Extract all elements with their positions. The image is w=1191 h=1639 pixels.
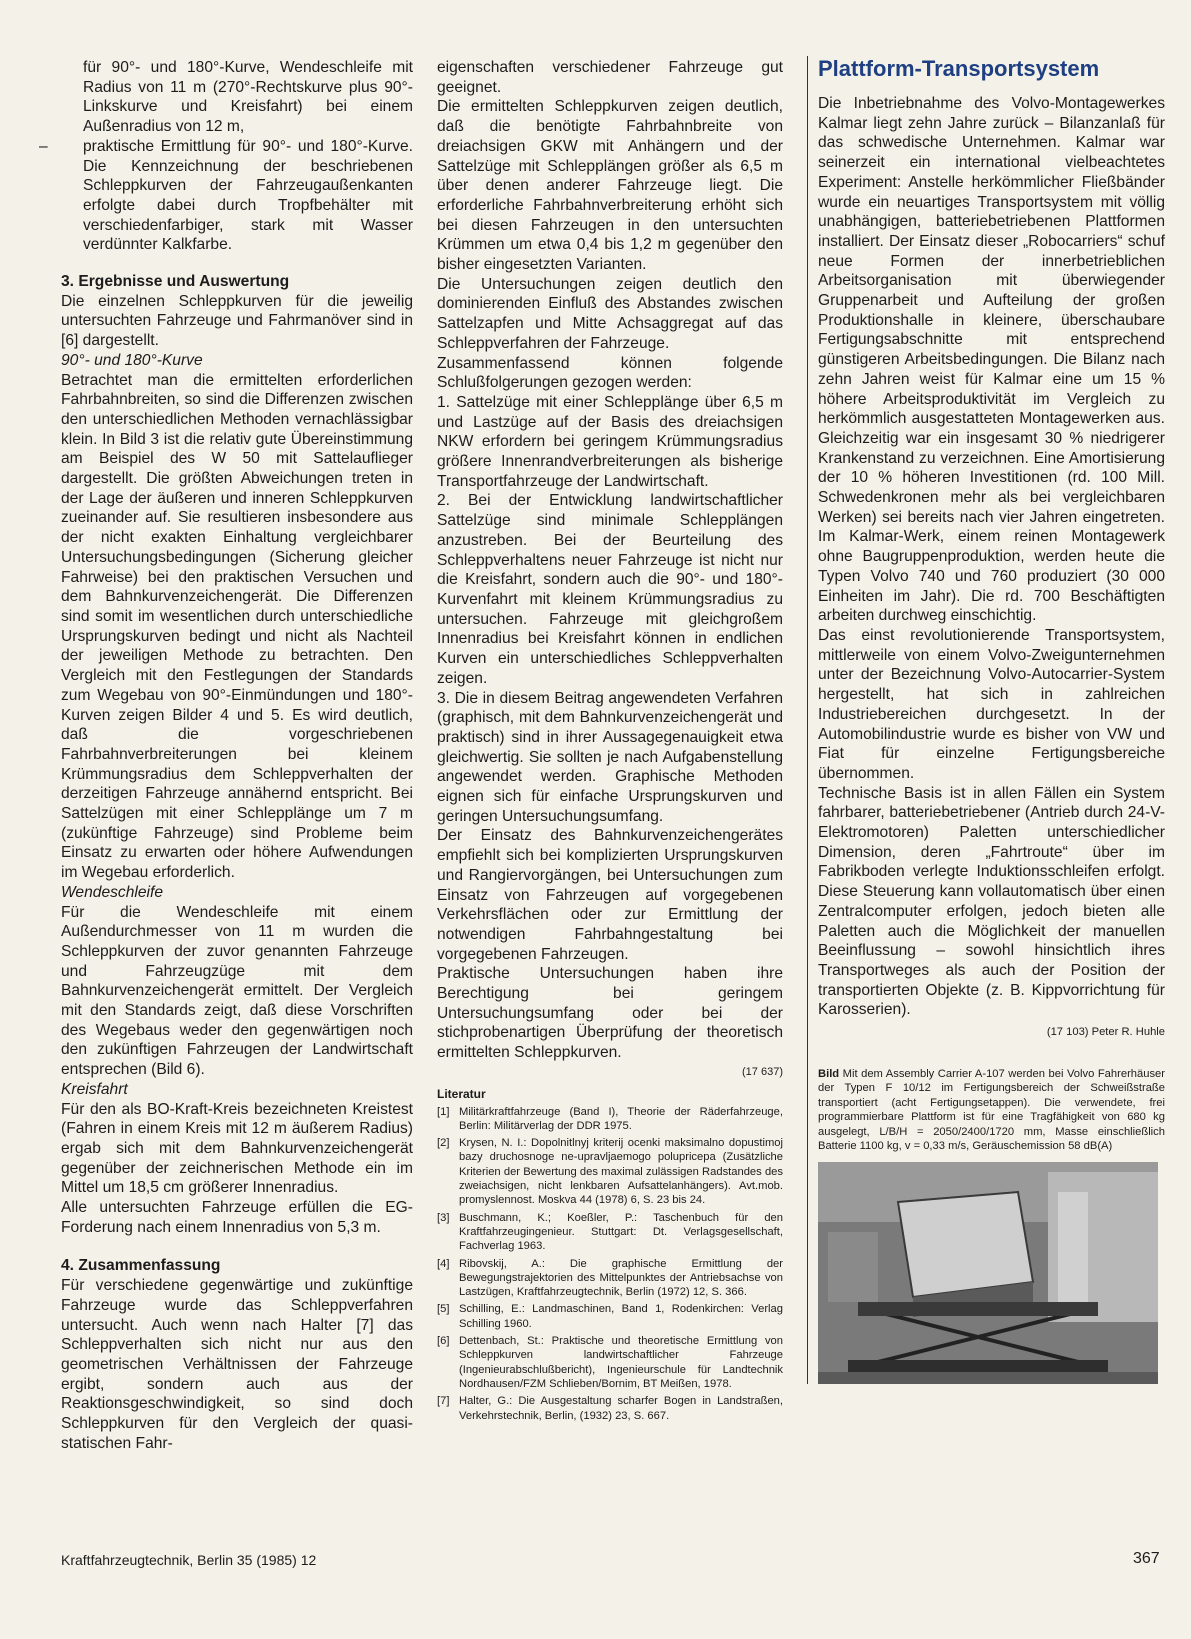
section-heading: 4. Zusammenfassung	[61, 1257, 221, 1275]
paragraph: Für den als BO-Kraft-Kreis bezeichneten Kreistest (Fahren in einem Kreis mit 12 m äußerem Radius) ergab sich mit dem Bahnkurvenzeichengerät gegenüber der zeichnerischen Methode ein im Mittel um 18,5 cm größerer Innenradius.	[61, 1100, 413, 1197]
paragraph: Die Untersuchungen zeigen deutlich den dominierenden Einfluß des Abstandes zwischen Sattelzapfen und Mitte Achsaggregat auf das Schleppverfahren der Fahrzeuge.	[437, 275, 783, 352]
paragraph: Für verschiedene gegenwärtige und zukünftige Fahrzeuge wurde das Schleppverfahren untersucht. Auch wenn nach Halter [7] das Schleppverhalten sich nicht nur aus den geometrischen Verhältnissen der Fahrzeuge ergibt, sondern auch aus der Reaktionsgeschwindigkeit, so sind doch Schleppkurven für den Vergleich der quasi-statischen Fahr-	[61, 1277, 413, 1452]
reference-item: [4] Ribovskij, A.: Die graphische Ermittlung der Bewegungstrajektorien des Mittelpunktes der Antriebsachse von Lastzügen, Kraftfahrzeugtechnik, Berlin (1972) 12, S. 366.	[437, 1257, 783, 1299]
paragraph: Für die Wendeschleife mit einem Außendurchmesser von 11 m wurden die Schleppkurven der zuvor genannten Fahrzeuge und Fahrzeugzüge mit dem Bahnkurvenzeichengerät ermittelt. Der Vergleich mit den Standards zeigt, daß diese Vorschriften des Wegebaus weder den gegenwärtigen noch den zukünftigen Fahrzeugen der Landwirtschaft entsprechen (Bild 6).	[61, 903, 413, 1079]
box-body	[810, 94, 1165, 1043]
method-list	[61, 58, 413, 255]
paragraph: Der Einsatz des Bahnkurvenzeichengerätes empfiehlt sich bei komplizierten Ursprungskurven und Rangiervorgängen, bei Untersuchungen zum Einsatz von Fahrzeugen auf vorgegebenen Verkehrsflächen oder zur Ermittlung der notwendigen Fahrbahngestaltung bei vorgegebenen Fahrzeugen.	[437, 827, 783, 963]
conclusion-item: 1. Sattelzüge mit einer Schlepplänge über 6,5 m und Lastzüge auf der Basis des dreiachsigen NKW erfordern bei geringem Krümmungsradius größere Innenrandverbreiterungen als bisherige Transportfahrzeuge der Landwirtschaft.	[437, 393, 783, 490]
section-heading: 3. Ergebnisse und Auswertung	[61, 273, 290, 291]
reference-item: [2] Krysen, N. I.: Dopolnitlnyj kriterij ocenki maksimalno dopustimoj bazy druchosnoge ne-upravljaemogo polupricepa (Zusätzliche Kriterien der Bewertung des maximal zulässigen Radstandes des zweiachsigen, nicht lenkbaren Aufsattelanhängers). Avt.mob. promyslennost. Moskva 44 (1978) 6, S. 23 bis 24.	[437, 1137, 783, 1207]
conclusion-item: 2. Bei der Entwicklung landwirtschaftlicher Sattelzüge sind minimale Schlepplängen anzustreben. Bei der Beurteilung des Schleppverhaltens neuer Fahrzeuge ist nicht nur die Kreisfahrt, sondern auch die 90°- und 180°-Kurvenfahrt mit kleinem Krümmungsradius zu untersuchen. Fahrzeuge mit gleichgroßem Innenradius bei Kreisfahrt können in endlichen Kurven ein unterschiedliches Schleppverhalten zeigen.	[437, 492, 783, 687]
factory-photo	[818, 1162, 1158, 1384]
paragraph: Die ermittelten Schleppkurven zeigen deutlich, daß die benötigte Fahrbahnbreite von dreiachsigen GKW mit Anhängern und der Sattelzüge mit Schlepplängen größer als 6,5 m über denen anderer Fahrzeuge liegt. Die erforderliche Fahrbahnverbreiterung erhöht sich bei diesen Fahrzeugen in den untersuchten Krümmen um etwa 0,4 bis 1,2 m gegenüber den bisher eingesetzten Varianten.	[437, 98, 783, 274]
paragraph: Praktische Untersuchungen haben ihre Berechtigung bei geringem Untersuchungsumfang oder bei der stichprobenartigen Überprüfung der theoretisch ermittelten Schleppkurven.	[437, 965, 783, 1062]
reference-item: [7] Halter, G.: Die Ausgestaltung scharfer Bogen in Landstraßen, Verkehrstechnik, Berlin, (1932) 23, S. 667.	[437, 1395, 783, 1422]
caption-label: Bild	[818, 1067, 840, 1080]
assembly-carrier-photo	[818, 1162, 1158, 1384]
paragraph: Das einst revolutionierende Transportsystem, mittlerweile von einem Volvo-Zweigunternehmen unter der Bezeichnung Volvo-Autocarrier-System hergestellt, hat sich in zahlreichen Industriebereichen durchgesetzt. In der Automobilindustrie wurde es bisher von VW und Fiat für einzelne Fertigungsbereiche übernommen.	[818, 626, 1165, 782]
paragraph: Betrachtet man die ermittelten erforderlichen Fahrbahnbreiten, so sind die Differenzen zwischen den unterschiedlichen Methoden vernachlässigbar klein. In Bild 3 ist die relativ gute Übereinstimmung am Beispiel des W 50 mit Sattelauflieger dargestellt. Die größten Abweichungen treten in der Lage der äußeren und inneren Schleppkurven zueinander auf. Sie resultieren insbesondere aus der nicht exakten Einhaltung vergleichbarer Untersuchungsbedingungen (Sicherung gleicher Fahrweise) bei den praktischen Versuchen und dem Bahnkurvenzeichengerät. Die Differenzen sind somit im wesentlichen durch unterschiedliche Ursprungskurven bedingt und nicht als Nachteil der jeweiligen Methode zu betrachten. Den Vergleich mit den Festlegungen der Standards zum Wegebau von 90°-Einmündungen und 180°-Kurven zeigen Bilder 4 und 5. Es wird deutlich, daß die vorgeschriebenen Fahrbahnverbreiterungen bei kleinem Krümmungsradius dem Schleppverhalten der derzeitigen Fahrzeuge annähernd entspricht. Bei Sattelzügen mit einer Schlepplänge um 7 m (zukünftige Fahrzeuge) sind Probleme beim Einsatz zu erwarten oder höhere Aufwendungen im Wegebau erforderlich.	[61, 371, 413, 882]
reference-list	[437, 1105, 783, 1423]
list-item: für 90°- und 180°-Kurve, Wendeschleife mit Radius von 11 m (270°-Rechtskurve plus 90°-Linkskurve und Kreisfahrt) bei einem Außenradius von 12 m,	[83, 59, 413, 136]
paragraph: eigenschaften verschiedener Fahrzeuge gut geeignet.	[437, 59, 783, 96]
list-item: – praktische Ermittlung für 90°- und 180°-Kurve. Die Kennzeichnung der beschriebenen Schleppkurven der Fahrzeugaußenkanten erfolgte dabei durch Tropfbehälter mit verschiedenfarbiger, stark mit Wasser verdünnter Kalkfarbe.	[61, 137, 413, 255]
subheading: 90°- und 180°-Kurve	[61, 351, 203, 369]
paragraph: Die einzelnen Schleppkurven für die jeweilig untersuchten Fahrzeuge und Fahrmanöver sind in [6] dargestellt.	[61, 292, 413, 350]
paragraph: Alle untersuchten Fahrzeuge erfüllen die EG-Forderung nach einem Innenradius von 5,3 m.	[61, 1199, 413, 1236]
paragraph: Die Inbetriebnahme des Volvo-Montagewerkes Kalmar liegt zehn Jahre zurück – Bilanzanlaß für das schwedische Unternehmen. Kalmar war seinerzeit ein international vielbeachtetes Experiment: Anstelle herkömmlicher Fließbänder wurde ein neuartiges Transportsystem mit völlig unabhängigen, batteriebetriebenen Plattformen installiert. Der Einsatz dieser „Robocarriers“ schuf neue Formen der innerbetrieblichen Arbeitsorganisation mit überwiegender Gruppenarbeit und Aufteilung der großen Produktionshalle in kleinere, überschaubare Fertigungsabschnitte mit entsprechend günstigeren Arbeitsbedingungen. Die Bilanz nach zehn Jahren weist für Kalmar eine um 15 % höhere Arbeitsproduktivität im Vergleich zu herkömmlich ausgestatteten Montagewerken aus. Gleichzeitig war ein insgesamt 30 % niedrigerer Krankenstand zu verzeichnen. Eine Amortisierung der 10 % höheren Investitionen (rd. 100 Mill. Schwedenkronen mehr als bei vergleichbaren Werken) sei bereits nach vier Jahren eingetreten. Im Kalmar-Werk, einem reinen Montagewerk ohne Baugruppenproduktion, werden heute die Typen Volvo 740 und 760 produziert (30 000 Einheiten im Jahr). Die rd. 700 Beschäftigten arbeiten durchweg einschichtig.	[818, 95, 1165, 625]
literature-heading: Literatur	[437, 1086, 486, 1101]
conclusion-item: 3. Die in diesem Beitrag angewendeten Verfahren (graphisch, mit dem Bahnkurvenzeichengerät und praktisch) sind in ihrer Aussagegenauigkeit etwa gleichwertig. Sie sollten je nach Aufgabenstellung angewendet werden. Graphische Methoden eignen sich für einfache Ursprungskurven und geringen Untersuchungsumfang.	[437, 689, 783, 825]
column-middle	[437, 58, 783, 1426]
reference-item: [3] Buschmann, K.; Koeßler, P.: Taschenbuch für den Kraftfahrzeugingenieur. Stuttgart: Dt. Verlagsgesellschaft, Fachverlag 1963.	[437, 1211, 783, 1253]
author-line: (17 103) Peter R. Huhle	[1046, 1026, 1165, 1039]
reference-item: [5] Schilling, E.: Landmaschinen, Band 1, Rodenkirchen: Verlag Schilling 1960.	[437, 1303, 783, 1330]
subheading: Wendeschleife	[61, 883, 163, 901]
page-number: 367	[1133, 1550, 1160, 1567]
box-title: Plattform-Transportsystem	[818, 56, 1100, 81]
photo-caption	[818, 1067, 1165, 1154]
caption-text: Mit dem Assembly Carrier A-107 werden bei Volvo Fahrerhäuser der Typen F 10/12 im Fertigungsbereich der Schweißstraße transportiert (acht Fertigungsetappen). Die verwendete, frei programmierbare Plattform ist für eine Tragfähigkeit von 680 kg ausgelegt, L/B/H = 2050/2400/1720 mm, Masse einschließlich Batterie 1100 kg, v = 0,33 m/s, Geräuschemission 58 dB(A)	[818, 1067, 1166, 1153]
reference-item: [1] Militärkraftfahrzeuge (Band I), Theorie der Räderfahrzeuge, Berlin: Militärverlag der DDR 1975.	[437, 1105, 783, 1132]
sidebar-box	[807, 56, 1165, 1384]
journal-footer: Kraftfahrzeugtechnik, Berlin 35 (1985) 12	[61, 1552, 317, 1568]
reference-item: [6] Dettenbach, St.: Praktische und theoretische Ermittlung von Schleppkurven landwirtschaftlicher Fahrzeuge (Ingenieurabschlußbericht), Ingenieurschule für Landtechnik Nordhausen/FZM Schlieben/Bornim, BT Meißen, 1978.	[437, 1335, 783, 1390]
paragraph: Zusammenfassend können folgende Schlußfolgerungen gezogen werden:	[437, 354, 783, 392]
subheading: Kreisfahrt	[61, 1080, 128, 1098]
paragraph: Technische Basis ist in allen Fällen ein System fahrbarer, batteriebetriebener (Antrieb durch 24-V-Elektromotoren) Paletten unterschiedlicher Dimension, deren „Fahrtroute“ über im Fabrikboden verlegte Induktionsschleifen erfolgt. Diese Steuerung kann vollautomatisch über einen Zentralcomputer erfolgen, jedoch bieten alle Paletten auch die Möglichkeit der manuellen Beeinflussung – sowohl hinsichtlich ihres Transportweges als auch der Position der transportierten Objekte (z. B. Kippvorrichtung für Karosserien).	[818, 784, 1165, 1019]
article-code: (17 637)	[742, 1065, 783, 1078]
column-left	[61, 58, 413, 1454]
